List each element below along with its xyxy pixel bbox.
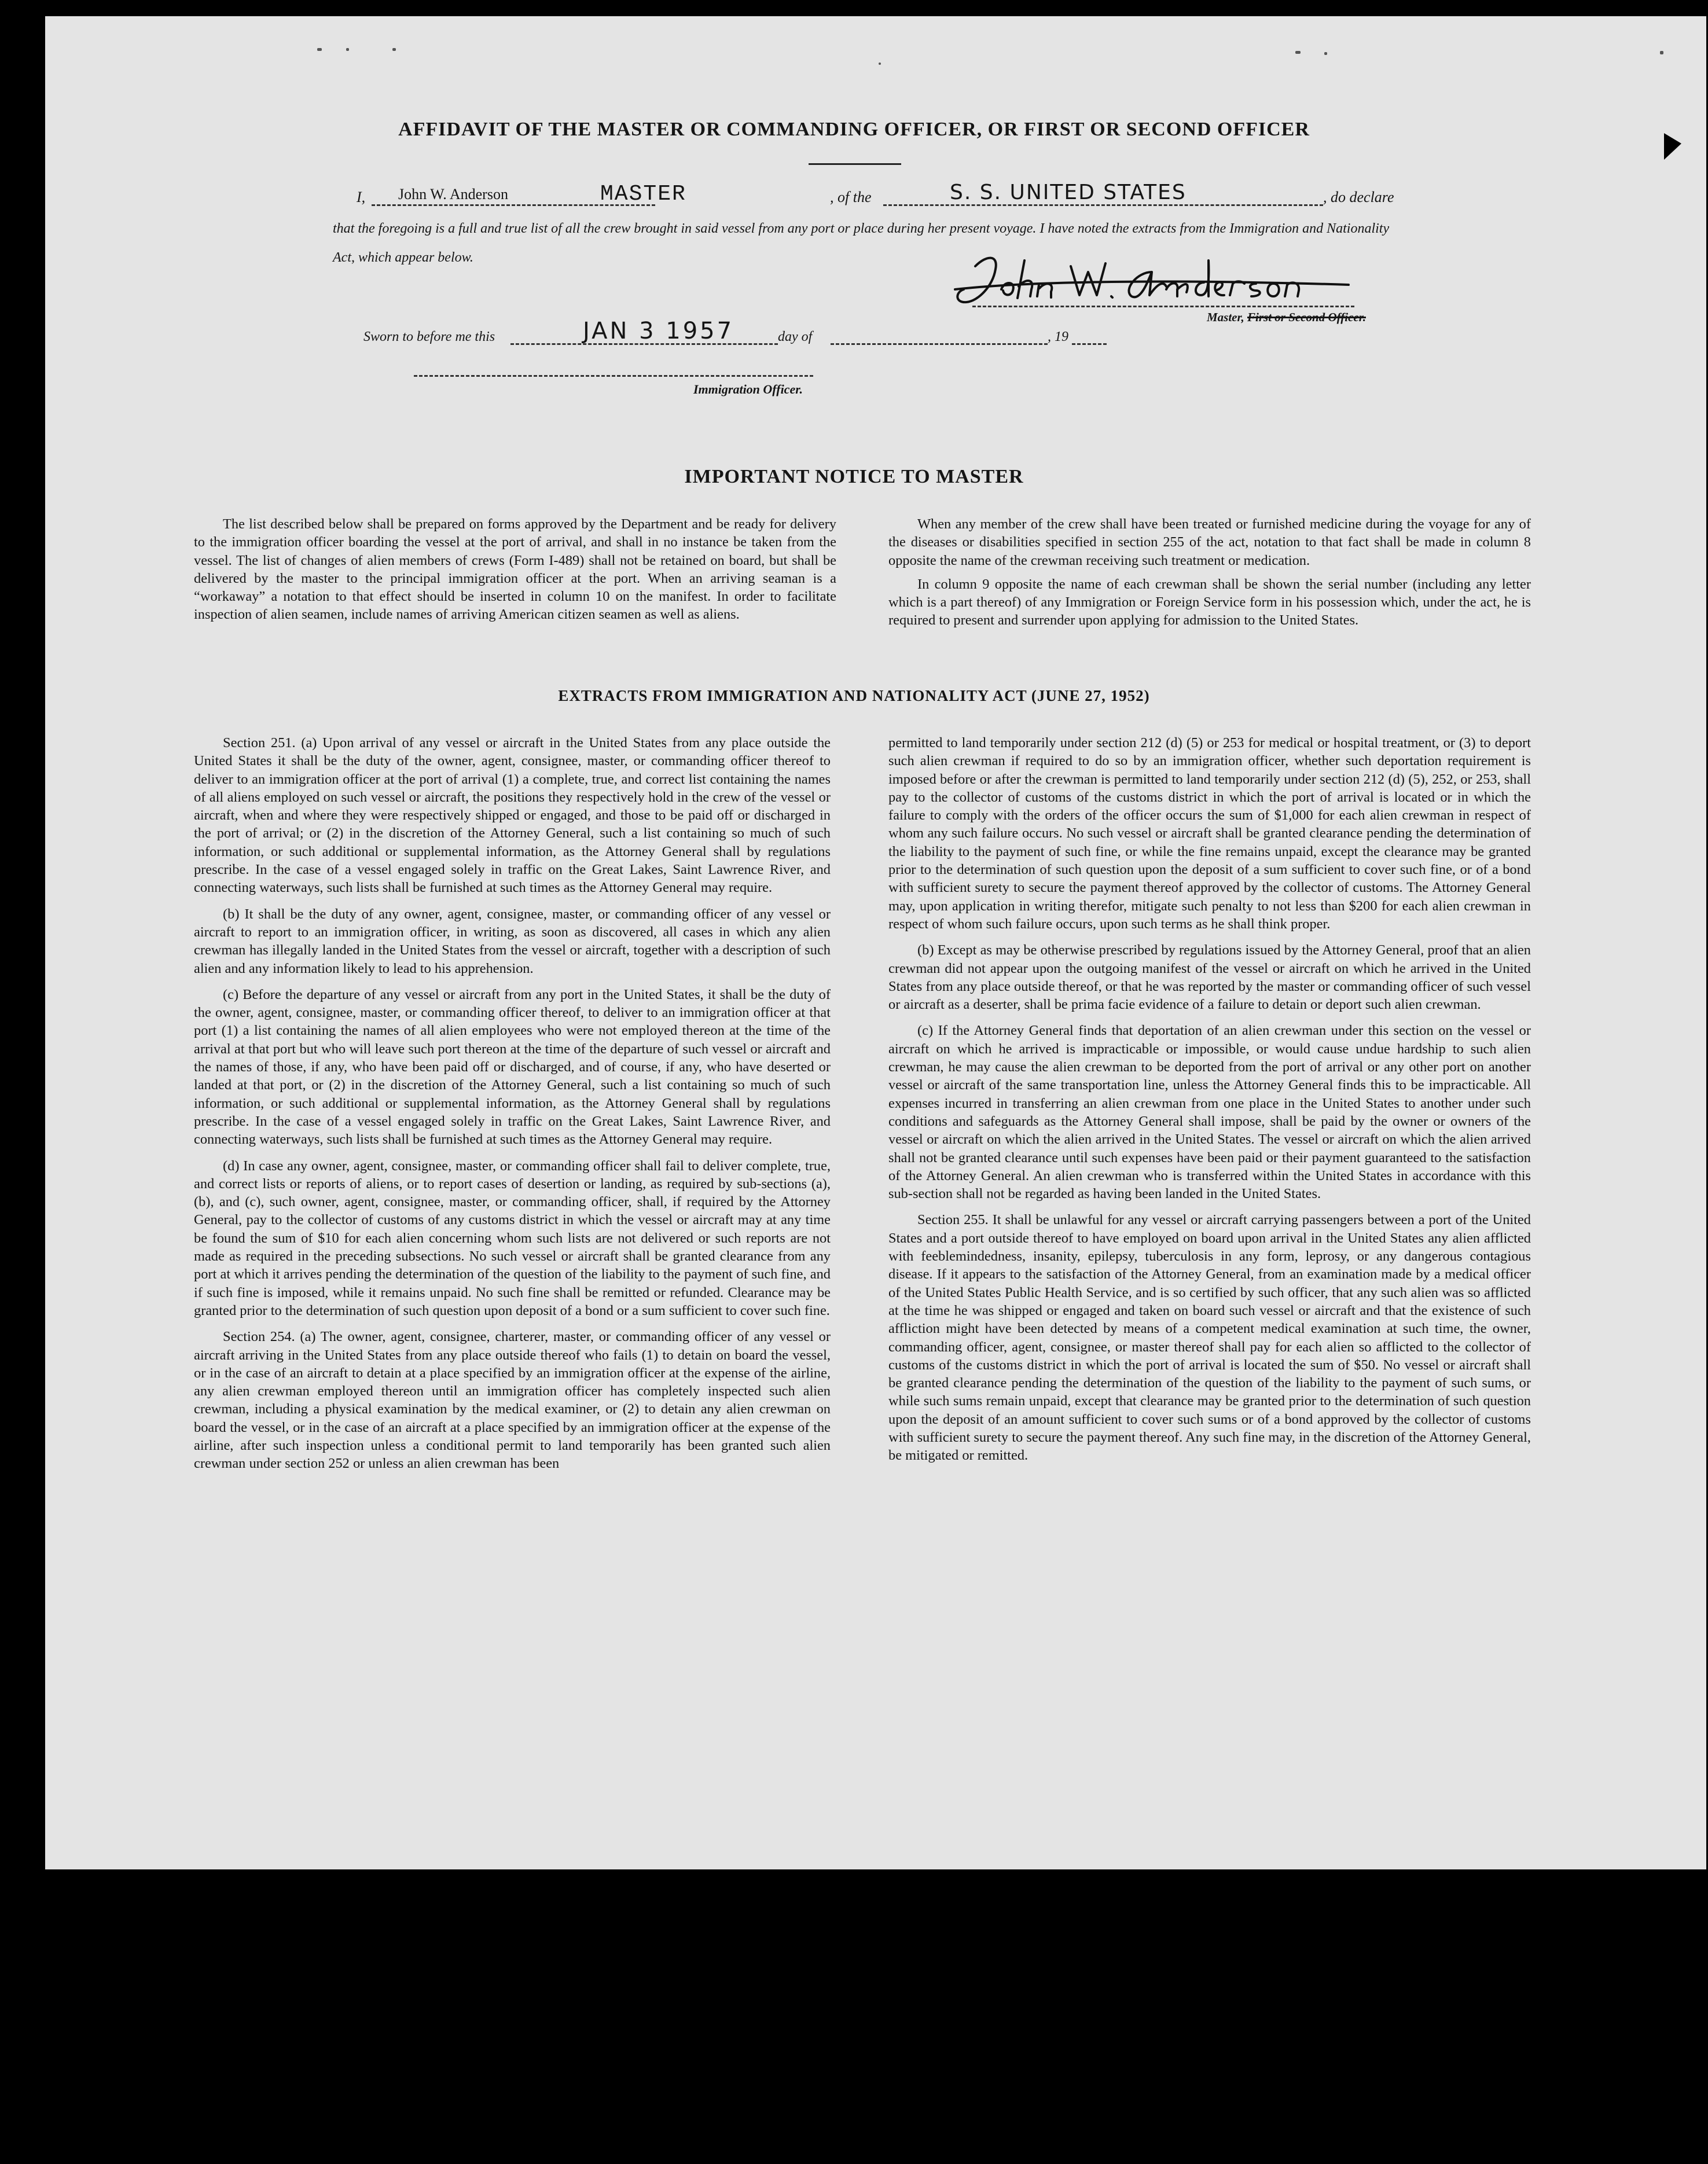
notice-title: IMPORTANT NOTICE TO MASTER [684, 466, 1024, 487]
declaration-text: that the foregoing is a full and true list of all the crew brought in said vessel from any port or place during her present voyage. I have noted the extracts from the Immigration and Nationality Act, which appear below. [333, 221, 1390, 265]
notice-left-column [194, 515, 836, 630]
scan-speck [346, 48, 349, 51]
declarant-prefix: I, [357, 189, 366, 205]
extracts-title: EXTRACTS FROM IMMIGRATION AND NATIONALITY ACT (JUNE 27, 1952) [558, 687, 1150, 704]
extracts-left-column [194, 734, 831, 1481]
affidavit-title: AFFIDAVIT OF THE MASTER OR COMMANDING OFFICER, OR FIRST OR SECOND OFFICER [398, 119, 1310, 140]
declarant-rank: MASTER [600, 182, 686, 207]
scan-speck [879, 63, 881, 65]
vessel-name: S. S. UNITED STATES [950, 181, 1187, 204]
month-field [831, 326, 1048, 345]
statute-paragraph: (b) Except as may be otherwise prescribed by regulations issued by the Attorney General, proof that an alien crewman did not appear upon the outgoing manifest of the vessel or aircraft on which he arrived in the United States from any place outside thereof, or that he was reported by the master or commanding officer of such vessel or aircraft as a deserter, shall be prima facie evidence of a failure to detain or deport such alien crewman. [888, 942, 1531, 1013]
notice-paragraph: In column 9 opposite the name of each crewman shall be shown the serial number (including any letter which is a part thereof) of any Immigration or Foreign Service form in his possession which, under the act, he is required to present and surrender upon applying for admission to the United States. [888, 576, 1531, 629]
sworn-date-field [510, 318, 778, 345]
immigration-officer-label: Immigration Officer. [693, 382, 803, 396]
statute-paragraph: (c) If the Attorney General finds that deportation of an alien crewman under this section on the vessel or aircraft on which he arrived is impracticable or impossible, or would cause undue hardship to such alien crewman, he may cause the alien crewman to be deported from the port of arrival or any other port on another vessel or aircraft of the same transportation line, unless the Attorney General finds this to be impracticable. All expenses incurred in transferring an alien crewman from one place in the United States to another under such conditions and safeguards as the Attorney General shall impose, shall be paid by the owner or owners of the vessel or aircraft on which the alien arrived in the United States. The vessel or aircraft on which the alien arrived shall not be granted clearance until such expenses have been paid or their payment guaranteed to the satisfaction of the Attorney General. An alien crewman who is transferred within the United States in accordance with this sub-section shall not be regarded as having been landed in the United States. [888, 1023, 1531, 1202]
of-the-label: , of the [830, 189, 872, 205]
year-prefix: , 19 [1048, 329, 1068, 344]
statute-paragraph: Section 251. (a) Upon arrival of any vessel or aircraft in the United States from any place outside the United States it shall be the duty of the owner, agent, consignee, master, or commanding officer thereof to deliver to an immigration officer at the port of arrival (1) a complete, true, and correct list containing the names of all aliens employed on such vessel or aircraft, the positions they respectively hold in the crew of the vessel or aircraft, when and where they were respectively shipped or engaged, and those to be paid off or discharged in the port of arrival; or (2) in the discretion of the Attorney General, such a list containing so much of such information, or such additional or supplemental information, as the Attorney General shall by regulations prescribe. In the case of a vessel engaged solely in traffic on the Great Lakes, Saint Lawrence River, and connecting waterways, such lists shall be furnished at such times as the Attorney General may require. [194, 735, 831, 896]
sworn-line [359, 315, 1111, 347]
signature-label-struck: First or Second Officer. [1247, 310, 1366, 324]
notice-right-column [888, 515, 1531, 635]
statute-paragraph: (c) Before the departure of any vessel or aircraft from any port in the United States, it shall be the duty of the owner, agent, consignee, master, or commanding officer thereof, to deliver to an immigration officer at that port (1) a list containing the names of all alien employees who were not employed thereon at the time of the arrival at that port but who will leave such port thereon at the time of the departure of such vessel or aircraft and the names of those, if any, who have been paid off or discharged, and of course, if any, who have deserted or landed at that port, or (2) in the discretion of the Attorney General, such a list containing so much of such information, or such additional or supplemental information, as the Attorney General shall by regulations prescribe. In the case of a vessel engaged solely in traffic on the Great Lakes, Saint Lawrence River, and connecting waterways, such lists shall be furnished at such times as the Attorney General may require. [194, 986, 831, 1148]
sworn-prefix: Sworn to before me this [363, 329, 495, 344]
statute-paragraph: Section 254. (a) The owner, agent, consignee, charterer, master, or commanding officer of any vessel or aircraft arriving in the United States from any place outside thereof who fails (1) to detain on board the vessel, or in the case of an aircraft to detain at a place specified by an immigration officer at the expense of the airline, any alien crewman employed thereon until an immigration officer has completely inspected such alien crewman, including a physical examination by the medical examiner, or (2) to detain any alien crewman on board the vessel, or in the case of an aircraft at a place specified by an immigration officer at the expense of the airline, after such inspection unless a conditional permit to land temporarily has been granted such alien crewman under section 252 or unless an alien crewman has been [194, 1329, 831, 1472]
day-of-label: day of [778, 329, 813, 344]
statute-paragraph: (b) It shall be the duty of any owner, agent, consignee, master, or commanding officer of any vessel or aircraft to report to an immigration officer, in writing, as soon as discovered, all cases in which any alien crewman has illegally landed in the United States from the vessel or aircraft, together with a description of such alien and any information likely to lead to his apprehension. [194, 906, 831, 976]
signature-label-master: Master, [1207, 310, 1244, 324]
statute-paragraph: Section 255. It shall be unlawful for any vessel or aircraft carrying passengers between a port of the United States and a port outside thereof to have employed on board upon arrival in the United States any alien afflicted with feeblemindedness, insanity, epilepsy, tuberculosis in any form, leprosy, or any dangerous contagious disease. If it appears to the satisfaction of the Attorney General, from an examination made by a medical officer of the United States Public Health Service, and is so certified by such officer, that any such alien was so afflicted at the time he was shipped or engaged and taken on board such vessel or aircraft and that the existence of such affliction might have been detected by means of a competent medical examination at such time, the owner, commanding officer, agent, consignee, or master thereof shall pay for each alien so afflicted to the collector of customs of the customs district in which the port of arrival is located the sum of $50. No vessel or aircraft shall be granted clearance pending the determination of the question of the liability to the payment of such sums, or while such sums remain unpaid, except that clearance may be granted prior to the determination of such question upon the deposit of an amount sufficient to cover such sums or of a bond approved by the collector of customs with sufficient surety to secure the payment thereof. Any such fine may, in the discretion of the Attorney General, be mitigated or remitted. [888, 1212, 1531, 1464]
title-underline [809, 163, 901, 165]
notice-paragraph: The list described below shall be prepared on forms approved by the Department and be ready for delivery to the immigration officer boarding the vessel at the port of arrival, and shall in no instance be taken from the vessel. The list of changes of alien members of crews (Form I-489) shall not be retained on board, but shall be delivered by the master to the principal immigration officer at the port. When an arriving seaman is a “workaway” a notation to that effect should be inserted in column 10 on the manifest. In order to facilitate inspection of alien seamen, include names of arriving American citizen seamen as well as aliens. [194, 516, 836, 623]
scan-speck [1295, 51, 1301, 54]
handwritten-signature [932, 249, 1395, 307]
declarant-name-field [372, 182, 686, 207]
statute-paragraph: (d) In case any owner, agent, consignee, master, or commanding officer shall fail to deliver complete, true, and correct lists or reports of aliens, or to report cases of desertion or landing, as required by sub-sections (a), (b), and (c), such owner, agent, consignee, master, or commanding officer, shall, if required by the Attorney General, pay to the collector of customs of any customs district in which the vessel or aircraft may at any time be found the sum of $10 for each alien concerning whom such lists are not delivered or such reports are not made as required in the preceding subsections. No such vessel or aircraft shall be granted clearance from any port at which it arrives pending the determination of the question of the liability to the payment of such fine, and if such fine is imposed, while it remains unpaid. No such fine shall be remitted or refunded. Clearance may be granted prior to the determination of such question upon deposit of a bond or a sum sufficient to cover such fine. [194, 1158, 831, 1318]
vessel-field [883, 181, 1323, 206]
signature-label [1207, 310, 1366, 325]
signature-rule [972, 306, 1354, 307]
scan-speck [1324, 52, 1327, 55]
declarant-name: John W. Anderson [398, 186, 508, 203]
scan-speck [392, 48, 396, 51]
year-field [1072, 326, 1107, 345]
scan-speck [1660, 51, 1663, 54]
extracts-right-column [888, 734, 1531, 1473]
immigration-officer-signature-line [414, 375, 813, 377]
scan-speck [317, 48, 322, 51]
statute-paragraph: permitted to land temporarily under section 212 (d) (5) or 253 for medical or hospital treatment, or (3) to deport such alien crewman if required to do so by an immigration officer, whether such deportation requirement is imposed before or after the crewman is permitted to land temporarily under section 212 (d) (5), 252, or 253, shall pay to the collector of customs of the customs district in which the port of arrival is located or in which the failure to comply with the orders of the officer occurs the sum of $1,000 for each alien crewman in respect of whom any such failure occurs. No such vessel or aircraft shall be granted clearance pending the determination of the liability to the payment of such fine, or while the fine remains unpaid, except the clearance may be granted prior to the determination of such question upon the deposit of a sum sufficient to cover such fine, or of a bond with sufficient surety to secure the payment thereof approved by the collector of customs. The Attorney General may, upon application in writing therefor, mitigate such penalty to not less than $200 for each alien crewman in respect of whom such failure occurs, upon such terms as he shall think proper. [888, 735, 1531, 932]
declaration-line [347, 179, 1395, 208]
notice-paragraph: When any member of the crew shall have been treated or furnished medicine during the voyage for any of the diseases or disabilities specified in section 255 of the act, notation to that fact shall be made in column 8 opposite the name of the crewman receiving such treatment or medication. [888, 516, 1531, 568]
sworn-date-stamp: JAN 3 1957 [583, 318, 734, 344]
do-declare-label: , do declare [1323, 189, 1394, 205]
